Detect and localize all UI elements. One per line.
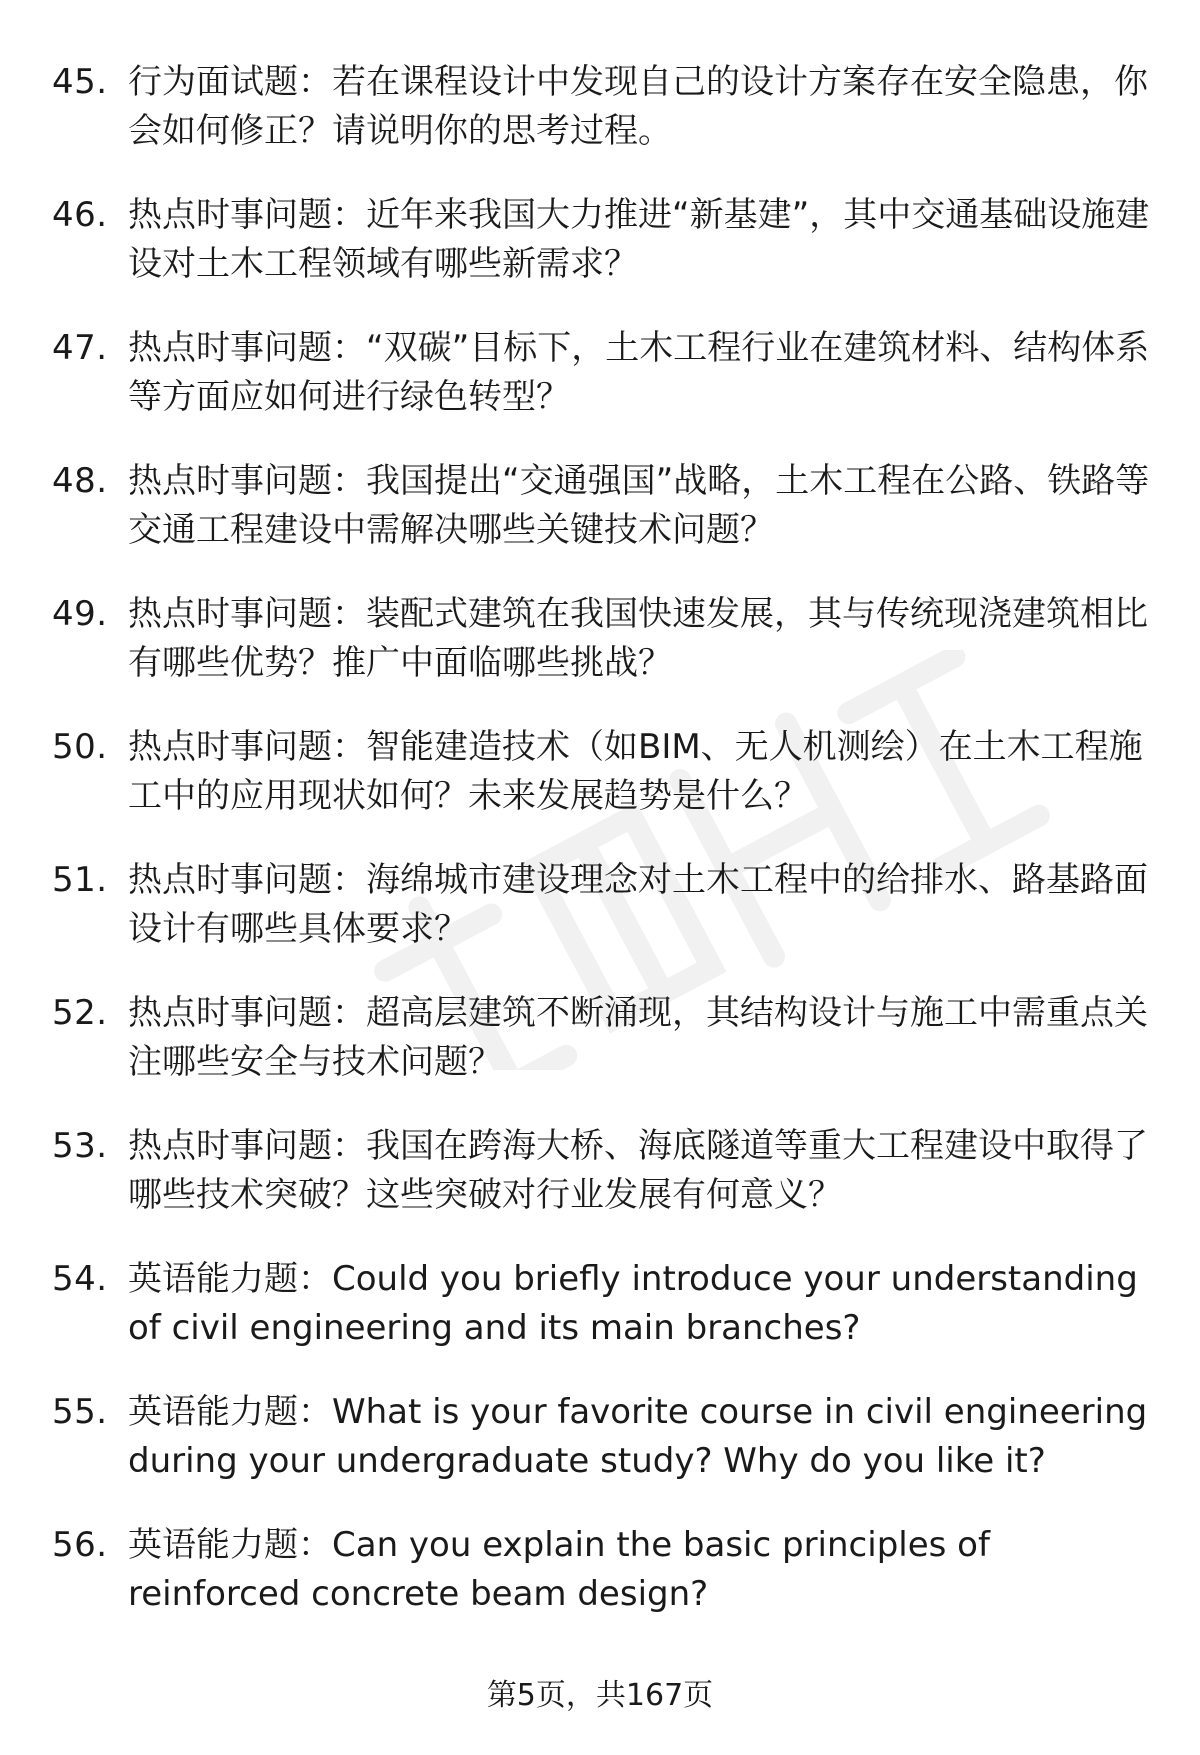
question-text: 热点时事问题：我国在跨海大桥、海底隧道等重大工程建设中取得了哪些技术突破？这些突破对行业发展有何意义？ bbox=[128, 1126, 1148, 1215]
question-text: 热点时事问题：智能建造技术（如BIM、无人机测绘）在土木工程施工中的应用现状如何？未来发展趋势是什么？ bbox=[128, 727, 1143, 816]
question-number: 49. bbox=[52, 594, 108, 634]
question-text: 行为面试题：若在课程设计中发现自己的设计方案存在安全隐患，你会如何修正？请说明你的思考过程。 bbox=[128, 62, 1148, 151]
question-text: 热点时事问题：海绵城市建设理念对土木工程中的给排水、路基路面设计有哪些具体要求？ bbox=[128, 860, 1148, 949]
question-number: 51. bbox=[52, 860, 108, 900]
question-item bbox=[52, 324, 1152, 422]
question-number: 50. bbox=[52, 727, 108, 767]
question-text: 热点时事问题：超高层建筑不断涌现，其结构设计与施工中需重点关注哪些安全与技术问题？ bbox=[128, 993, 1148, 1082]
question-number: 48. bbox=[52, 461, 108, 501]
question-text: 热点时事问题：我国提出“交通强国”战略，土木工程在公路、铁路等交通工程建设中需解决哪些关键技术问题？ bbox=[128, 461, 1150, 550]
question-item bbox=[52, 856, 1152, 954]
question-text: 英语能力题：Could you briefly introduce your understanding of civil engineering and its main branches? bbox=[128, 1259, 1138, 1348]
question-number: 54. bbox=[52, 1259, 108, 1299]
question-item bbox=[52, 191, 1152, 289]
page-footer: 第5页，共167页 bbox=[486, 1678, 714, 1713]
question-number: 55. bbox=[52, 1392, 108, 1432]
question-number: 47. bbox=[52, 328, 108, 368]
question-item bbox=[52, 989, 1152, 1087]
question-text: 热点时事问题：“双碳”目标下，土木工程行业在建筑材料、结构体系等方面应如何进行绿色转型？ bbox=[128, 328, 1150, 417]
question-item bbox=[52, 1388, 1152, 1486]
question-text: 英语能力题：Can you explain the basic principles of reinforced concrete beam design? bbox=[128, 1525, 990, 1614]
question-number: 56. bbox=[52, 1525, 108, 1565]
question-item bbox=[52, 723, 1152, 821]
question-item bbox=[52, 590, 1152, 688]
question-list bbox=[52, 58, 1152, 1654]
question-item bbox=[52, 58, 1152, 156]
question-text: 热点时事问题：近年来我国大力推进“新基建”，其中交通基础设施建设对土木工程领域有哪些新需求？ bbox=[128, 195, 1150, 284]
question-number: 52. bbox=[52, 993, 108, 1033]
question-item bbox=[52, 1521, 1152, 1619]
question-text: 热点时事问题：装配式建筑在我国快速发展，其与传统现浇建筑相比有哪些优势？推广中面临哪些挑战？ bbox=[128, 594, 1148, 683]
question-text: 英语能力题：What is your favorite course in civil engineering during your undergraduate study? Why do you like it? bbox=[128, 1392, 1148, 1481]
question-number: 53. bbox=[52, 1126, 108, 1166]
question-item bbox=[52, 1255, 1152, 1353]
question-item bbox=[52, 457, 1152, 555]
question-item bbox=[52, 1122, 1152, 1220]
question-number: 46. bbox=[52, 195, 108, 235]
question-number: 45. bbox=[52, 62, 108, 102]
